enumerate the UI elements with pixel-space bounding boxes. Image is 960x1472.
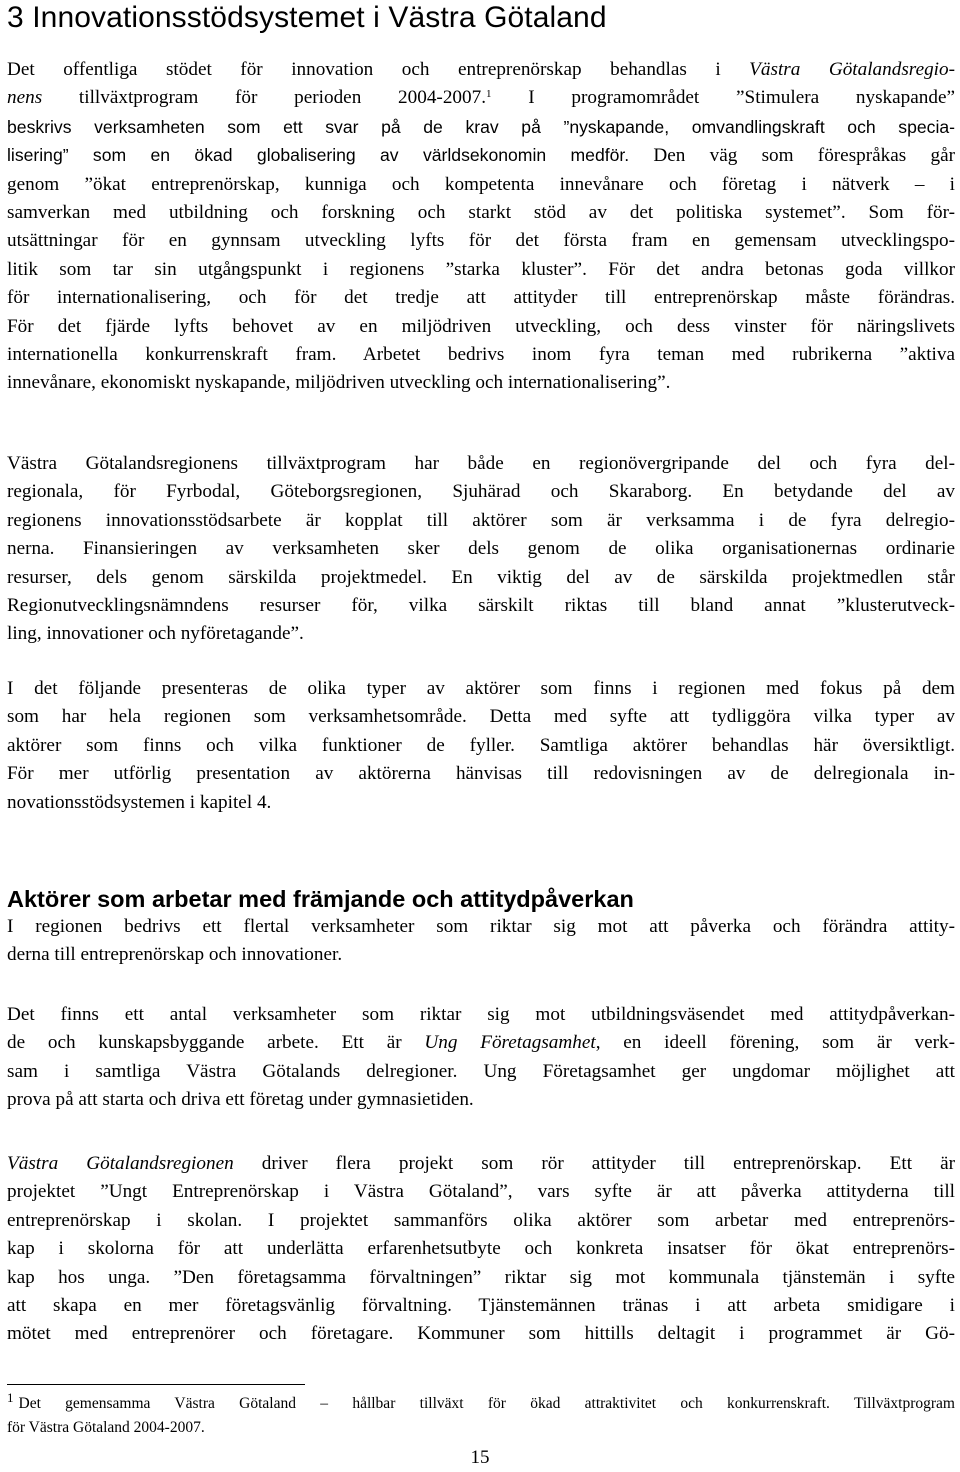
text-line: För det fjärde lyfts behovet av en miljödriven utveckling, och dess vinster för näringslivets xyxy=(7,315,955,337)
paragraph-intro xyxy=(7,56,955,398)
text-line: aktörer som finns och vilka funktioner de fyller. Samtliga aktörer behandlas här översiktligt. xyxy=(7,734,955,756)
text-line: Det finns ett antal verksamheter som riktar sig mot utbildningsväsendet med attitydpåverkan- xyxy=(7,1004,955,1025)
paragraph-section-intro xyxy=(7,913,955,970)
text-line: lisering” som en ökad globalisering av världsekonomin medför. Den väg som förespråkas går xyxy=(7,145,955,167)
text-line: I det följande presenteras de olika typer av aktörer som finns i regionen med fokus på dem xyxy=(7,678,955,699)
text-line: kap hos unga. ”Den företagsamma förvaltningen” riktar sig mot kommunala tjänstemän i syfte xyxy=(7,1266,955,1288)
text-line: novationsstödsystemen i kapitel 4. xyxy=(7,791,272,813)
text-line: nens tillväxtprogram för perioden 2004-2007.$^1$ I programområdet ”Stimulera nyskapande” xyxy=(7,87,955,109)
text-line: regionala, för Fyrbodal, Göteborgsregionen, Sjuhärad och Skaraborg. En betydande del av xyxy=(7,481,955,503)
text-line: genom ”ökat entreprenörskap, kunniga och kompetenta innevånare och företag i nätverk – i xyxy=(7,173,955,195)
text-line: Västra Götalandsregionen driver flera projekt som rör attityder till entreprenörskap. Ett är xyxy=(7,1153,955,1174)
paragraph-regional-program xyxy=(7,450,955,649)
footnote-mark: 1 xyxy=(7,1390,14,1406)
text-line: beskrivs verksamheten som ett svar på de krav på ”nyskapande, omvandlingskraft och specia- xyxy=(7,116,955,137)
text-line: prova på att starta och driva ett företag under gymnasietiden. xyxy=(7,1089,474,1111)
text-line: Västra Götalandsregionens tillväxtprogram har både en regionövergripande del och fyra del- xyxy=(7,453,955,474)
paragraph-region-projects xyxy=(7,1150,955,1349)
text-line: som har hela regionen som verksamhetsområde. Detta med syfte att tydliggöra vilka typer av xyxy=(7,706,955,728)
italic-text: Västra Götalandsregio- xyxy=(749,59,955,80)
text-line: Det offentliga stödet för innovation och entreprenörskap behandlas i Västra Götalandsregio- xyxy=(7,59,955,80)
footnote-divider xyxy=(7,1384,305,1385)
text-line: ling, innovationer och nyföretagande”. xyxy=(7,623,304,645)
page-number: 15 xyxy=(470,1447,490,1468)
footnote-line: $^1$ Det gemensamma Västra Götaland – hållbar tillväxt för ökad attraktivitet och konkurrenskraft. Tillväxtprogram xyxy=(7,1390,955,1412)
text-line: mötet med entreprenörer och företagare. Kommuner som hittills deltagit i programmet är Gö- xyxy=(7,1323,955,1345)
text-line: För mer utförlig presentation av aktörerna hänvisas till redovisningen av de delregionala in- xyxy=(7,763,955,785)
footnote xyxy=(7,1392,955,1440)
text-line: utsättningar för en gynnsam utveckling lyfts för det första fram en gemensam utvecklingspo- xyxy=(7,230,955,252)
italic-text: nens xyxy=(7,87,43,109)
text-line: sam i samtliga Västra Götalands delregioner. Ung Företagsamhet ger ungdomar möjlighet att xyxy=(7,1060,955,1082)
text-line: I regionen bedrivs ett flertal verksamheter som riktar sig mot att påverka och förändra attity- xyxy=(7,916,955,937)
text-line: de och kunskapsbyggande arbete. Ett är Ung Företagsamhet, en ideell förening, som är verk- xyxy=(7,1032,956,1054)
text-line: att skapa en mer företagsvänlig förvaltning. Tjänstemännen tränas i att arbeta smidigare i xyxy=(7,1295,955,1317)
text-line: litik som tar sin utgångspunkt i regionens ”starka kluster”. För det andra betonas goda villkor xyxy=(7,258,956,280)
section-heading: Aktörer som arbetar med främjande och attitydpåverkan xyxy=(7,886,634,912)
text-line: entreprenörskap i skolan. I projektet sammanförs olika aktörer som arbetar med entreprenörs- xyxy=(7,1209,955,1231)
chapter-title: 3 Innovationsstödsystemet i Västra Götaland xyxy=(7,1,607,34)
text-line: derna till entreprenörskap och innovationer. xyxy=(7,944,343,966)
footnote-line: för Västra Götaland 2004-2007. xyxy=(7,1419,205,1436)
text-line: för internationalisering, och för det tredje att attityder till entreprenörskap måste förändras. xyxy=(7,287,955,309)
text-line: projektet ”Ungt Entreprenörskap i Västra Götaland”, vars syfte är att påverka attityderna till xyxy=(7,1181,955,1203)
italic-text: Ung Företagsamhet xyxy=(424,1032,596,1054)
paragraph-education xyxy=(7,1001,955,1115)
text-line: nerna. Finansieringen av verksamheten sker dels genom de olika organisationernas ordinarie xyxy=(7,538,955,560)
text-line: internationella konkurrenskraft fram. Arbetet bedrivs inom fyra teman med rubrikerna ”aktiva xyxy=(7,344,955,366)
footnote-reference: 1 xyxy=(486,88,492,101)
italic-text: Västra Götalandsregionen xyxy=(7,1153,234,1174)
text-line: kap i skolorna för att underlätta erfarenhetsutbyte och konkreta insatser för ökat entreprenörs- xyxy=(7,1238,955,1260)
text-line: samverkan med utbildning och forskning och starkt stöd av det politiska systemet”. Som för- xyxy=(7,202,955,224)
paragraph-actors-overview xyxy=(7,675,955,817)
text-line: resurser, dels genom särskilda projektmedel. En viktig del av de särskilda projektmedlen står xyxy=(7,566,955,588)
text-line: Regionutvecklingsnämndens resurser för, vilka särskilt riktas till bland annat ”klusterutveck- xyxy=(7,595,955,617)
text-line: regionens innovationsstödsarbete är kopplat till aktörer som är verksamma i de fyra delregio- xyxy=(7,509,955,531)
text-line: innevånare, ekonomiskt nyskapande, miljödriven utveckling och internationalisering”. xyxy=(7,372,671,394)
